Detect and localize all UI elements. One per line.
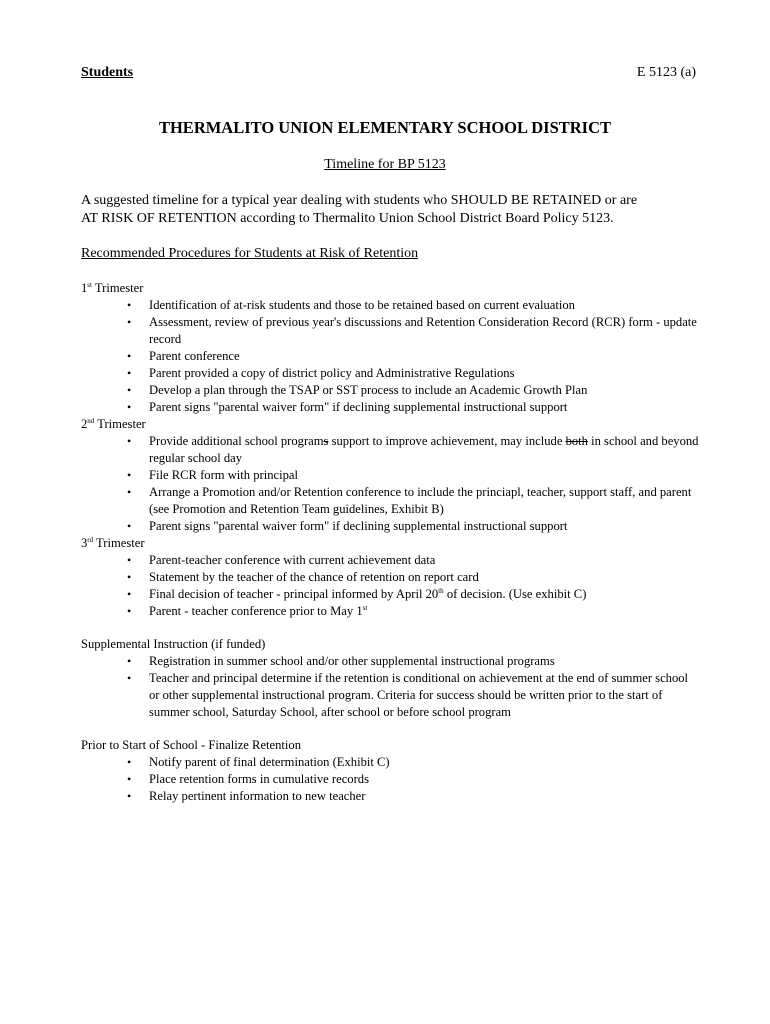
procedures-content: [81, 280, 701, 805]
trimester-1-heading: 1st Trimester: [81, 280, 144, 295]
list-item: • Parent signs "parental waiver form" if declining supplemental instructional support: [127, 400, 568, 414]
struck-text: both: [565, 434, 588, 448]
list-item: • Develop a plan through the TSAP or SST process to include an Academic Growth Plan: [127, 383, 588, 397]
struck-text: s: [323, 434, 329, 448]
list-item: • Parent-teacher conference with current achievement data: [127, 553, 436, 567]
list-item: • Parent conference: [127, 349, 240, 363]
bullet-icon: •: [127, 671, 132, 685]
list-item: • Teacher and principal determine if the retention is conditional on achievement at the end of summer school or other supplemental instructional program. Criteria for success should be written prior to the start of summer school, Saturday School, after school or before school program: [127, 671, 689, 719]
list-item: • Assessment, review of previous year's discussions and Retention Consideration Record (RCR) form - update record: [127, 315, 697, 346]
prior-heading: Prior to Start of School - Finalize Retention: [81, 738, 302, 752]
trimester-2-heading: 2nd Trimester: [81, 416, 146, 431]
supplemental-heading: Supplemental Instruction (if funded): [81, 637, 266, 651]
header-section-label: Students: [81, 65, 134, 80]
bullet-icon: •: [127, 772, 132, 786]
list-item: • Parent signs "parental waiver form" if declining supplemental instructional support: [127, 519, 568, 533]
bullet-icon: •: [127, 468, 132, 482]
list-item: • Place retention forms in cumulative records: [127, 772, 369, 786]
header-policy-code: E 5123 (a): [636, 65, 696, 80]
list-item: • Statement by the teacher of the chance of retention on report card: [127, 570, 479, 584]
spacer: [81, 620, 701, 636]
bullet-icon: •: [127, 298, 132, 312]
list-item: • Registration in summer school and/or other supplemental instructional programs: [127, 654, 555, 668]
list-item: • Final decision of teacher - principal informed by April 20th of decision. (Use exhibit C): [127, 586, 587, 601]
supplemental-list: [81, 653, 701, 721]
list-item: • File RCR form with principal: [127, 468, 299, 482]
bullet-icon: •: [127, 383, 132, 397]
document-title: THERMALITO UNION ELEMENTARY SCHOOL DISTRICT: [158, 118, 612, 137]
list-item: • Parent - teacher conference prior to May 1st: [127, 603, 368, 618]
bullet-icon: •: [127, 400, 132, 414]
list-item: • Relay pertinent information to new teacher: [127, 789, 366, 803]
bullet-icon: •: [127, 789, 132, 803]
bullet-icon: •: [127, 604, 132, 618]
list-item: • Provide additional school programs support to improve achievement, may include both in school and beyond regular school day: [127, 434, 699, 465]
list-item: • Identification of at-risk students and those to be retained based on current evaluation: [127, 298, 575, 312]
intro-line-1: A suggested timeline for a typical year dealing with students who SHOULD BE RETAINED or are: [81, 193, 638, 208]
spacer: [81, 721, 701, 737]
list-item: • Arrange a Promotion and/or Retention conference to include the princiapl, teacher, support staff, and parent (see Promotion and Retention Team guidelines, Exhibit B): [127, 485, 692, 516]
bullet-icon: •: [127, 654, 132, 668]
trimester-1-list: [81, 297, 701, 416]
bullet-icon: •: [127, 587, 132, 601]
intro-paragraph: [81, 192, 701, 228]
intro-line-2: AT RISK OF RETENTION according to Thermalito Union School District Board Policy 5123.: [81, 211, 614, 226]
bullet-icon: •: [127, 366, 132, 380]
trimester-2-list: [81, 433, 701, 535]
bullet-icon: •: [127, 553, 132, 567]
bullet-icon: •: [127, 315, 132, 329]
section-heading: Recommended Procedures for Students at Risk of Retention: [81, 246, 419, 261]
bullet-icon: •: [127, 485, 132, 499]
list-item: • Notify parent of final determination (Exhibit C): [127, 755, 390, 769]
document-subtitle: Timeline for BP 5123: [324, 157, 446, 172]
bullet-icon: •: [127, 755, 132, 769]
prior-list: [81, 754, 701, 805]
bullet-icon: •: [127, 349, 132, 363]
trimester-3-heading: 3rd Trimester: [81, 535, 145, 550]
bullet-icon: •: [127, 519, 132, 533]
bullet-icon: •: [127, 570, 132, 584]
bullet-icon: •: [127, 434, 132, 448]
list-item: • Parent provided a copy of district policy and Administrative Regulations: [127, 366, 515, 380]
trimester-3-list: [81, 552, 701, 620]
